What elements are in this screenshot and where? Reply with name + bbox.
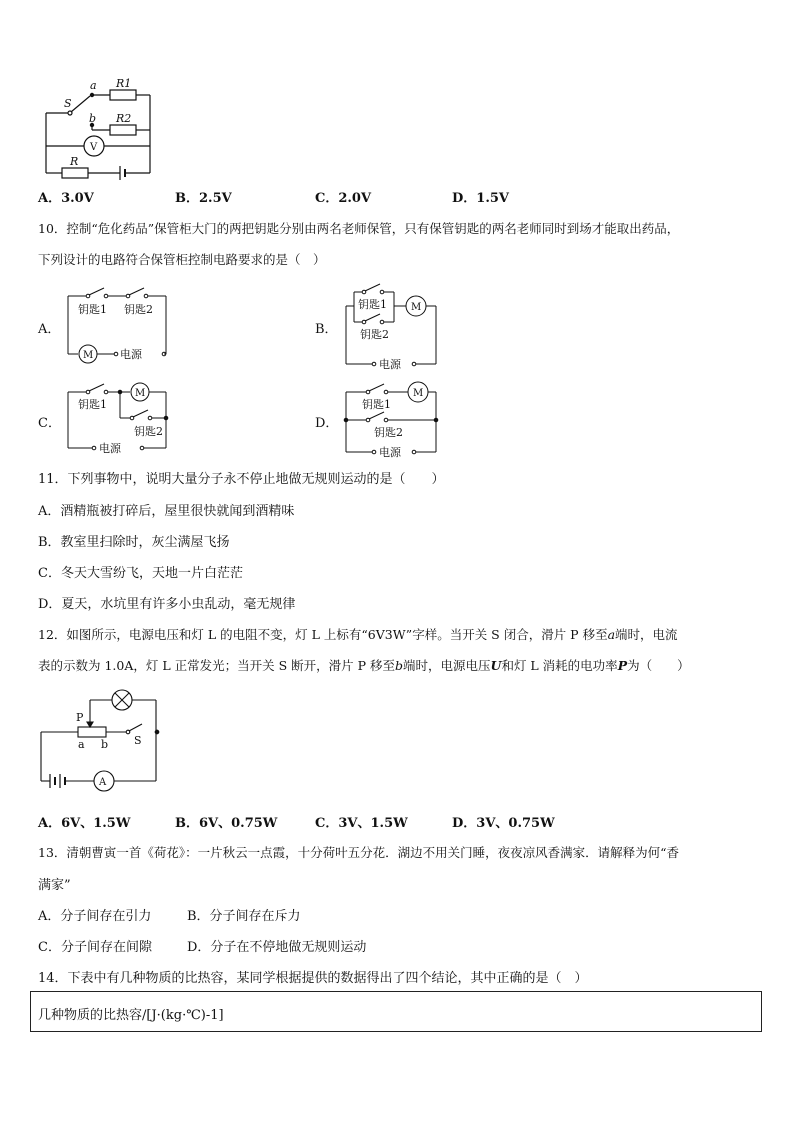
q9-label-r1: R1: [116, 77, 132, 90]
svg-text:电源: 电源: [379, 358, 401, 371]
q10-circuit-b: [342, 284, 442, 374]
svg-text:钥匙2: 钥匙2: [374, 426, 403, 439]
svg-text:钥匙1: 钥匙1: [78, 303, 107, 316]
q9-r2-resistor: [110, 125, 136, 135]
svg-text:P: P: [76, 711, 84, 724]
q12-rheostat: [78, 727, 106, 737]
q12-option-a[interactable]: A．6V、1.5W: [38, 816, 131, 831]
svg-text:钥匙1: 钥匙1: [358, 298, 387, 311]
q11-option-a[interactable]: A．酒精瓶被打碎后，屋里很快就闻到酒精味: [38, 504, 295, 519]
q11-stem: 11．下列事物中，说明大量分子永不停止地做无规则运动的是（ ）: [38, 472, 445, 487]
svg-text:M: M: [411, 302, 422, 313]
q10-stem-line1: 10．控制“危化药品”保管柜大门的两把钥匙分别由两名老师保管，只有保管钥匙的两名老师同时到场才能取出药品，: [38, 221, 680, 236]
q12-circuit-diagram: [38, 688, 160, 794]
q13-option-c[interactable]: C．分子间存在间隙: [38, 940, 152, 955]
svg-text:钥匙1: 钥匙1: [362, 398, 391, 411]
q12-option-b[interactable]: B．6V、0.75W: [175, 816, 278, 831]
q12-option-d[interactable]: D．3V、0.75W: [452, 816, 555, 831]
q11-option-d[interactable]: D．夏天，水坑里有许多小虫乱动，毫无规律: [38, 597, 296, 612]
svg-text:电源: 电源: [120, 348, 142, 361]
svg-text:S: S: [134, 734, 142, 747]
q10-circuit-d: [342, 378, 442, 463]
q9-label-r: R: [70, 155, 79, 168]
q9-label-a: a: [90, 79, 97, 92]
q10-stem-line2: 下列设计的电路符合保管柜控制电路要求的是（ ）: [38, 252, 326, 267]
q14-table-caption: 几种物质的比热容/[J·(kg·℃)-1]: [38, 1008, 224, 1023]
q14-specific-heat-table: [30, 991, 762, 1032]
q13-option-b[interactable]: B．分子间存在斥力: [187, 909, 301, 924]
q9-label-v: V: [90, 142, 98, 153]
q12-stem-line2: 表的示数为 1.0A，灯 L 正常发光；当开关 S 断开，滑片 P 移至b端时，电源电压U和灯 L 消耗的电功率P为（ ）: [38, 658, 690, 673]
svg-text:M: M: [413, 388, 424, 399]
svg-text:A: A: [99, 777, 107, 788]
q9-option-c[interactable]: C．2.0V: [315, 191, 372, 206]
svg-text:电源: 电源: [99, 442, 121, 455]
q10-option-d-letter[interactable]: D．: [315, 416, 339, 431]
q12-stem-line1: 12．如图所示，电源电压和灯 L 的电阻不变，灯 L 上标有“6V3W”字样。当开关 S 闭合，滑片 P 移至a端时，电流: [38, 627, 678, 642]
svg-text:钥匙1: 钥匙1: [78, 398, 107, 411]
q11-option-c[interactable]: C．冬天大雪纷飞，天地一片白茫茫: [38, 566, 243, 581]
q13-option-d[interactable]: D．分子在不停地做无规则运动: [187, 940, 367, 955]
svg-text:b: b: [101, 738, 109, 751]
svg-text:M: M: [83, 350, 94, 361]
q10-option-a-letter[interactable]: A．: [38, 322, 61, 337]
q9-label-b: b: [89, 112, 97, 125]
svg-text:M: M: [135, 388, 146, 399]
q9-r1-resistor: [110, 90, 136, 100]
q12-option-c[interactable]: C．3V、1.5W: [315, 816, 408, 831]
svg-text:钥匙2: 钥匙2: [124, 303, 153, 316]
q14-stem: 14．下表中有几种物质的比热容，某同学根据提供的数据得出了四个结论，其中正确的是（ ）: [38, 971, 588, 986]
q10-circuit-a: [66, 286, 176, 361]
q9-r-resistor: [62, 168, 88, 178]
q9-label-r2: R2: [116, 112, 132, 125]
q9-option-a[interactable]: A．3.0V: [38, 191, 94, 206]
q10-option-c-letter[interactable]: C．: [38, 416, 61, 431]
svg-text:a: a: [78, 738, 85, 751]
q10-option-b-letter[interactable]: B．: [315, 322, 338, 337]
q13-option-a[interactable]: A．分子间存在引力: [38, 909, 152, 924]
q13-stem-line1: 13．清朝曹寅一首《荷花》：一片秋云一点霞，十分荷叶五分花．湖边不用关门睡，夜夜凉风香满家．请解释为何“香: [38, 845, 680, 860]
svg-text:钥匙2: 钥匙2: [360, 328, 389, 341]
q13-stem-line2: 满家”: [38, 878, 71, 893]
svg-text:钥匙2: 钥匙2: [134, 425, 163, 438]
q10-circuit-c: [66, 380, 176, 455]
q9-option-d[interactable]: D．1.5V: [452, 191, 509, 206]
svg-text:电源: 电源: [379, 446, 401, 459]
q9-option-b[interactable]: B．2.5V: [175, 191, 232, 206]
q11-option-b[interactable]: B．教室里扫除时，灰尘满屋飞扬: [38, 535, 230, 550]
q9-circuit-diagram: [40, 76, 160, 176]
q9-label-s: S: [64, 97, 72, 110]
